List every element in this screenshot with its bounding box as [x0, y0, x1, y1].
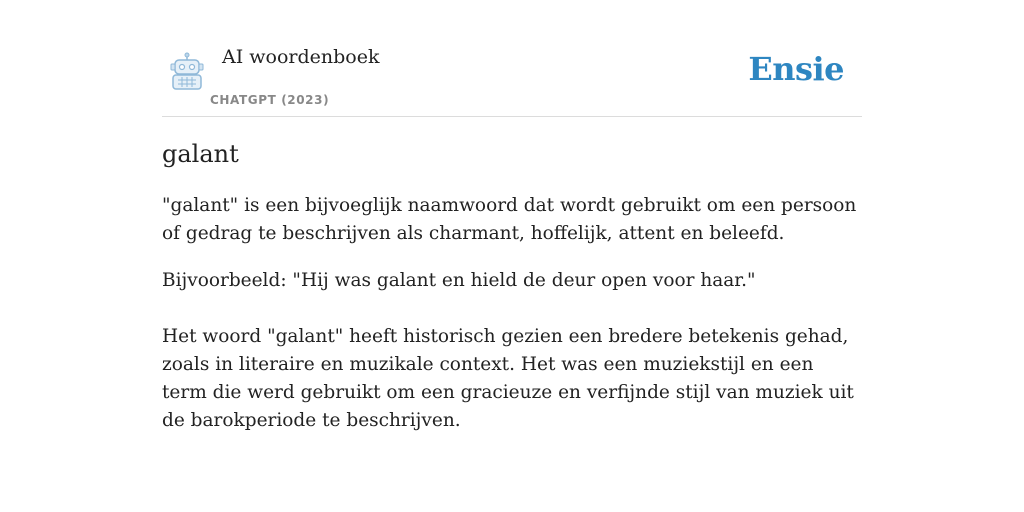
brand-logo[interactable]: Ensie	[748, 50, 844, 88]
definition-paragraph: "galant" is een bijvoeglijk naamwoord dat wordt gebruikt om een persoon of gedrag te beschrijven als charmant, hoffelijk, attent en beleefd.	[162, 195, 857, 244]
robot-icon	[166, 52, 208, 92]
entry-content	[162, 136, 862, 435]
site-subtitle: CHATGPT (2023)	[210, 93, 330, 107]
page-header	[162, 40, 862, 117]
entry-word: galant	[162, 140, 239, 168]
example-paragraph: Bijvoorbeeld: "Hij was galant en hield de deur open voor haar."	[162, 270, 756, 291]
history-paragraph: Het woord "galant" heeft historisch gezien een bredere betekenis gehad, zoals in literaire en muzikale context. Het was een muziekstijl en een term die werd gebruikt om een gracieuze en verfijnde stijl van muziek uit de barokperiode te beschrijven.	[162, 326, 854, 431]
site-title[interactable]: AI woordenboek	[222, 46, 380, 68]
